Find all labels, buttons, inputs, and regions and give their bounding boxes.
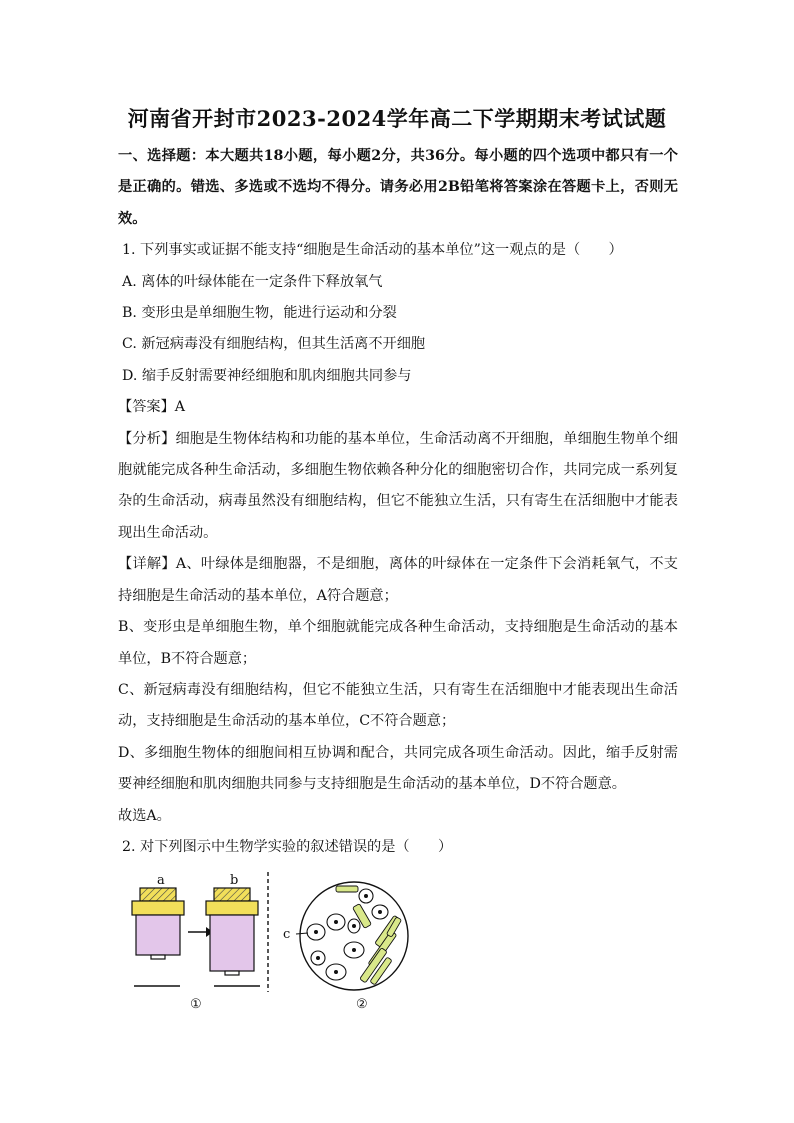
caption-1: ① <box>190 997 202 1012</box>
question-1-stem: 1. 下列事实或证据不能支持“细胞是生命活动的基本单位”这一观点的是（ ） <box>122 242 623 259</box>
label-a: a <box>157 873 165 888</box>
question-1-detail-d: D、多细胞生物体的细胞间相互协调和配合，共同完成各项生命活动。因此，缩手反射需要神经细胞和肌肉细胞共同参与支持细胞是生命活动的基本单位，D不符合题意。 <box>118 744 678 793</box>
question-2-stem: 2. 对下列图示中生物学实验的叙述错误的是（ ） <box>122 838 453 855</box>
exam-body <box>118 141 678 863</box>
question-1-answer: 【答案】A <box>118 399 185 416</box>
question-1-option-a: A. 离体的叶绿体能在一定条件下释放氧气 <box>122 273 383 290</box>
question-1-detail-b: B、变形虫是单细胞生物，单个细胞就能完成各种生命活动，支持细胞是生命活动的基本单位，B不符合题意； <box>118 619 678 667</box>
label-c: c <box>283 927 291 942</box>
question-1-option-d: D. 缩手反射需要神经细胞和肌肉细胞共同参与 <box>122 367 412 384</box>
question-1-conclusion: 故选A。 <box>118 807 171 824</box>
microscope-figure <box>118 868 428 1018</box>
question-1-analysis: 【分析】细胞是生物体结构和功能的基本单位，生命活动离不开细胞，单细胞生物单个细胞就能完成各种生命活动，多细胞生物依赖各种分化的细胞密切合作，共同完成一系列复杂的生命活动，病毒虽然没有细胞结构，但它不能独立生活，只有寄生在活细胞中才能表现出生命活动。 <box>118 430 678 541</box>
question-1-option-c: C. 新冠病毒没有细胞结构，但其生活离不开细胞 <box>122 336 426 353</box>
objective-lens-a <box>132 888 184 959</box>
question-1-detail-a: 【详解】A、叶绿体是细胞器，不是细胞，离体的叶绿体在一定条件下会消耗氧气，不支持细胞是生命活动的基本单位，A符合题意； <box>118 556 678 604</box>
microscope-field-view <box>296 882 408 990</box>
section-instructions: 一、选择题：本大题共18小题，每小题2分，共36分。每小题的四个选项中都只有一个是正确的。错选、多选或不选均不得分。请务必用2B铅笔将答案涂在答题卡上，否则无效。 <box>118 148 678 227</box>
page-title: 河南省开封市2023-2024学年高二下学期期末考试试题 <box>127 106 667 131</box>
objective-lens-b <box>206 888 258 975</box>
arrow-icon <box>188 927 213 937</box>
question-1-detail-c: C、新冠病毒没有细胞结构，但它不能独立生活，只有寄生在活细胞中才能表现出生命活动，支持细胞是生命活动的基本单位，C不符合题意； <box>118 681 678 730</box>
caption-2: ② <box>356 997 368 1012</box>
question-1-option-b: B. 变形虫是单细胞生物，能进行运动和分裂 <box>122 305 397 322</box>
label-b: b <box>230 873 239 888</box>
